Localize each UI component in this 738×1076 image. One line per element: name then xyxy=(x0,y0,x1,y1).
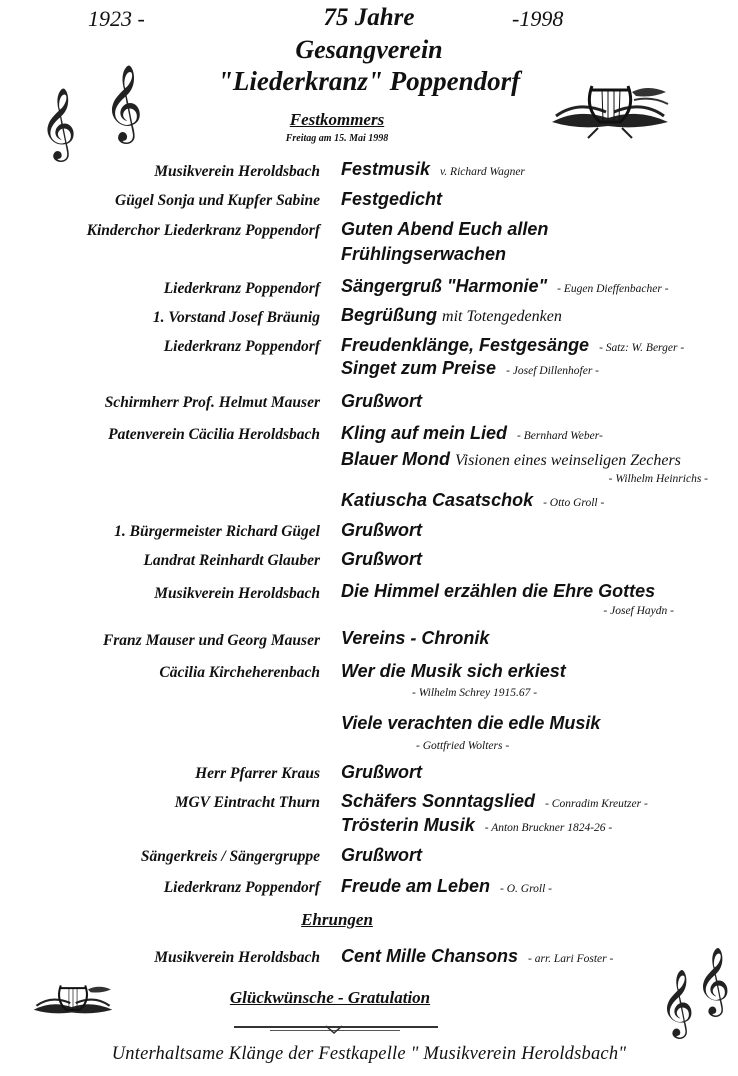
year-end: -1998 xyxy=(512,6,564,31)
piece: Grußwort xyxy=(341,520,422,540)
composer: - Josef Dillenhofer - xyxy=(506,365,599,377)
piece: Freude am Leben - O. Groll - xyxy=(341,876,553,896)
piece: Festmusik v. Richard Wagner xyxy=(341,159,525,179)
performer: 1. Bürgermeister Richard Gügel xyxy=(114,523,320,540)
composer: - arr. Lari Foster - xyxy=(528,953,614,965)
glueckwuensche-heading: Glückwünsche - Gratulation xyxy=(229,988,431,1007)
performer: Landrat Reinhardt Glauber xyxy=(143,552,320,569)
performer: Liederkranz Poppendorf xyxy=(163,879,320,896)
performer: Musikverein Heroldsbach xyxy=(154,585,320,602)
performer: Franz Mauser und Georg Mauser xyxy=(102,632,320,649)
composer: - Wilhelm Schrey 1915.67 - xyxy=(412,687,538,699)
performer: Sängerkreis / Sängergruppe xyxy=(140,848,320,865)
title-line-2: Gesangverein xyxy=(295,35,443,64)
piece: Kling auf mein Lied - Bernhard Weber- xyxy=(341,423,603,443)
piece: Katiuscha Casatschok - Otto Groll - xyxy=(341,490,605,510)
performer: Liederkranz Poppendorf xyxy=(163,338,320,355)
piece: Wer die Musik sich erkiest xyxy=(341,661,566,681)
piece: Die Himmel erzählen die Ehre Gottes xyxy=(341,581,656,601)
composer: - Otto Groll - xyxy=(543,497,605,509)
treble-clef-icon: 𝄞 xyxy=(660,968,695,1036)
piece: Schäfers Sonntagslied - Conradim Kreutzer - xyxy=(341,791,648,811)
performer: Liederkranz Poppendorf xyxy=(163,280,320,297)
composer: - Eugen Dieffenbacher - xyxy=(557,283,669,295)
piece: Grußwort xyxy=(341,845,422,865)
composer: - Conradim Kreutzer - xyxy=(545,798,648,810)
performer: MGV Eintracht Thurn xyxy=(174,794,320,811)
treble-clef-icon: 𝄞 xyxy=(696,946,731,1014)
piece: Grußwort xyxy=(341,762,422,782)
piece: Freudenklänge, Festgesänge - Satz: W. Berger - xyxy=(341,335,685,355)
performer: 1. Vorstand Josef Bräunig xyxy=(152,309,320,326)
composer: - Anton Bruckner 1824-26 - xyxy=(484,822,613,834)
piece: Grußwort xyxy=(341,391,422,411)
piece: Grußwort xyxy=(341,549,422,569)
piece: Guten Abend Euch allen xyxy=(341,219,549,239)
composer: - Josef Haydn - xyxy=(603,605,674,617)
piece: Vereins - Chronik xyxy=(341,628,490,648)
performer: Gügel Sonja und Kupfer Sabine xyxy=(115,192,320,209)
piece: Cent Mille Chansons - arr. Lari Foster - xyxy=(341,946,614,966)
piece: Sängergruß "Harmonie" - Eugen Dieffenbacher - xyxy=(341,276,669,296)
performer: Cäcilia Kircheherenbach xyxy=(159,664,320,681)
title-line-1: 75 Jahre xyxy=(323,4,415,31)
piece: Singet zum Preise - Josef Dillenhofer - xyxy=(341,358,599,378)
piece: Blauer Mond Visionen eines weinseligen Zechers xyxy=(341,449,681,469)
footer-text: Unterhaltsame Klänge der Festkapelle " Musikverein Heroldsbach" xyxy=(111,1044,627,1064)
performer: Musikverein Heroldsbach xyxy=(154,163,320,180)
performer: Patenverein Cäcilia Heroldsbach xyxy=(108,426,320,443)
year-start: 1923 - xyxy=(88,6,145,31)
ehrungen-heading: Ehrungen xyxy=(301,910,373,929)
composer: v. Richard Wagner xyxy=(440,166,525,178)
piece: Trösterin Musik - Anton Bruckner 1824-26 - xyxy=(341,815,613,835)
divider-ornament-icon xyxy=(326,1024,342,1034)
performer: Kinderchor Liederkranz Poppendorf xyxy=(86,222,320,239)
festkommers-heading: Festkommers xyxy=(289,110,385,129)
composer: - Gottfried Wolters - xyxy=(416,740,510,752)
piece: Festgedicht xyxy=(341,189,443,209)
composer: - O. Groll - xyxy=(500,883,553,895)
performer: Musikverein Heroldsbach xyxy=(154,949,320,966)
piece: Frühlingserwachen xyxy=(341,244,507,264)
title-line-3: "Liederkranz" Poppendorf xyxy=(217,66,521,96)
festkommers-date: Freitag am 15. Mai 1998 xyxy=(285,133,389,144)
composer: - Wilhelm Heinrichs - xyxy=(608,473,708,485)
treble-clef-icon: 𝄞 xyxy=(104,64,144,141)
treble-clef-icon: 𝄞 xyxy=(40,86,77,159)
composer: - Bernhard Weber- xyxy=(517,430,603,442)
performer: Schirmherr Prof. Helmut Mauser xyxy=(104,394,320,411)
composer: - Satz: W. Berger - xyxy=(599,342,685,354)
lyre-emblem-icon xyxy=(548,78,672,140)
piece: Begrüßung mit Totengedenken xyxy=(341,305,562,325)
performer: Herr Pfarrer Kraus xyxy=(195,765,320,782)
piece: Viele verachten die edle Musik xyxy=(341,713,601,733)
